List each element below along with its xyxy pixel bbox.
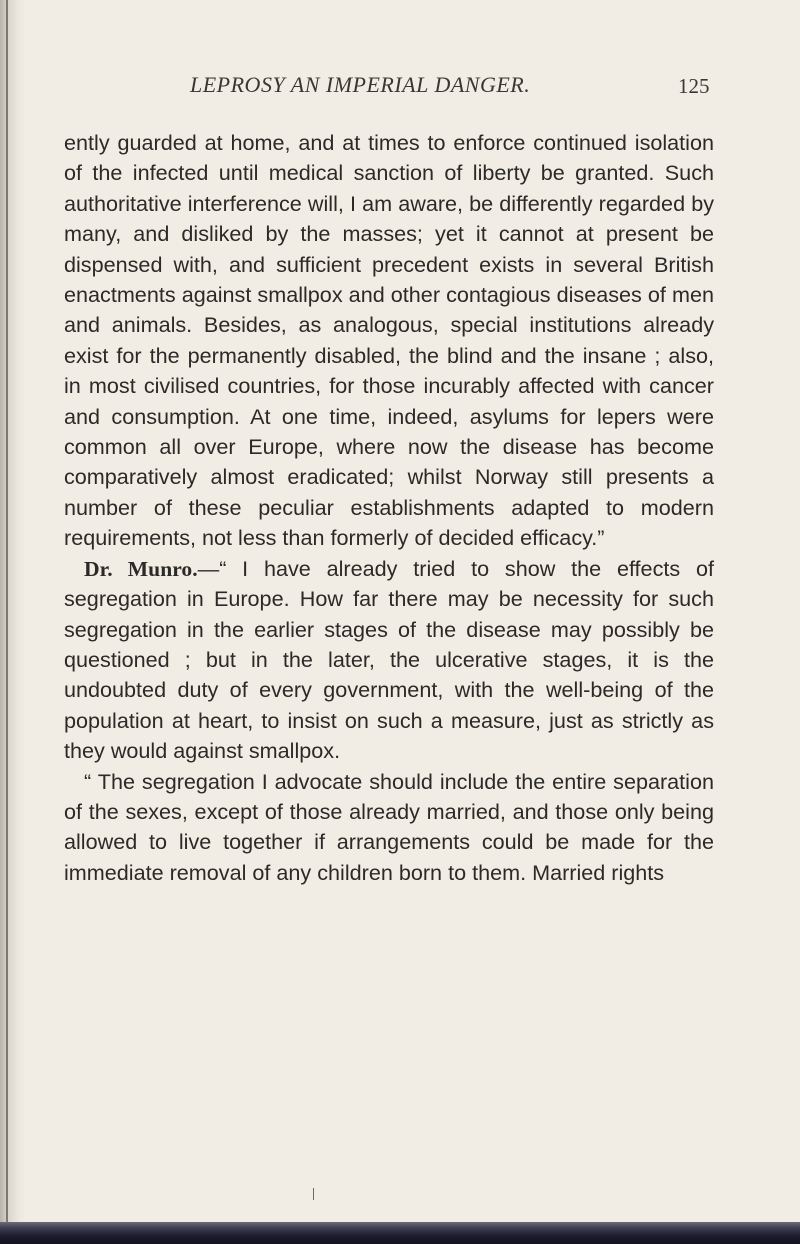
binding-edge (6, 0, 8, 1244)
page-bottom-edge (0, 1222, 800, 1244)
paragraph-segregation: “ The segregation I advocate should include the entire separation of the sexes, except of those already married, and those only being allowed to live together if arrangements could be made for the immediate removal of any children born to them. Married rights (64, 768, 714, 885)
page-gutter-shadow (0, 0, 26, 1244)
running-header: LEPROSY AN IMPERIAL DANGER. (190, 72, 531, 97)
body-text (64, 128, 714, 888)
paragraph-munro (64, 554, 714, 767)
speaker-label: Dr. Munro. (84, 556, 198, 581)
paragraph-continued: ently guarded at home, and at times to enforce continued isolation of the infected until medical sanction of liberty be granted. Such authoritative interference will, I am aware, be differently regarded by many, and disliked by the masses; yet it cannot at present be dispensed with, and sufficient precedent exists in several British enactments against smallpox and other contagious diseases of men and animals. Besides, as analogous, special institutions already exist for the permanently disabled, the blind and the insane ; also, in most civilised countries, for those incurably affected with cancer and consumption. At one time, indeed, asylums for lepers were common all over Europe, where now the disease has become comparatively almost eradicated; whilst Norway still presents a number of these peculiar establishments adapted to modern requirements, not less than formerly of decided efficacy.” (64, 130, 714, 551)
printer-mark (313, 1188, 314, 1200)
page-number: 125 (678, 74, 710, 98)
munro-quote: —“ I have already tried to show the effects of segregation in Europe. How far there may be necessity for such segregation in the earlier stages of the disease may possibly be questioned ; but in the later, the ulcerative stages, it is the undoubted duty of every government, with the well-being of the population at heart, to insist on such a measure, just as strictly as they would against smallpox. (64, 555, 714, 764)
